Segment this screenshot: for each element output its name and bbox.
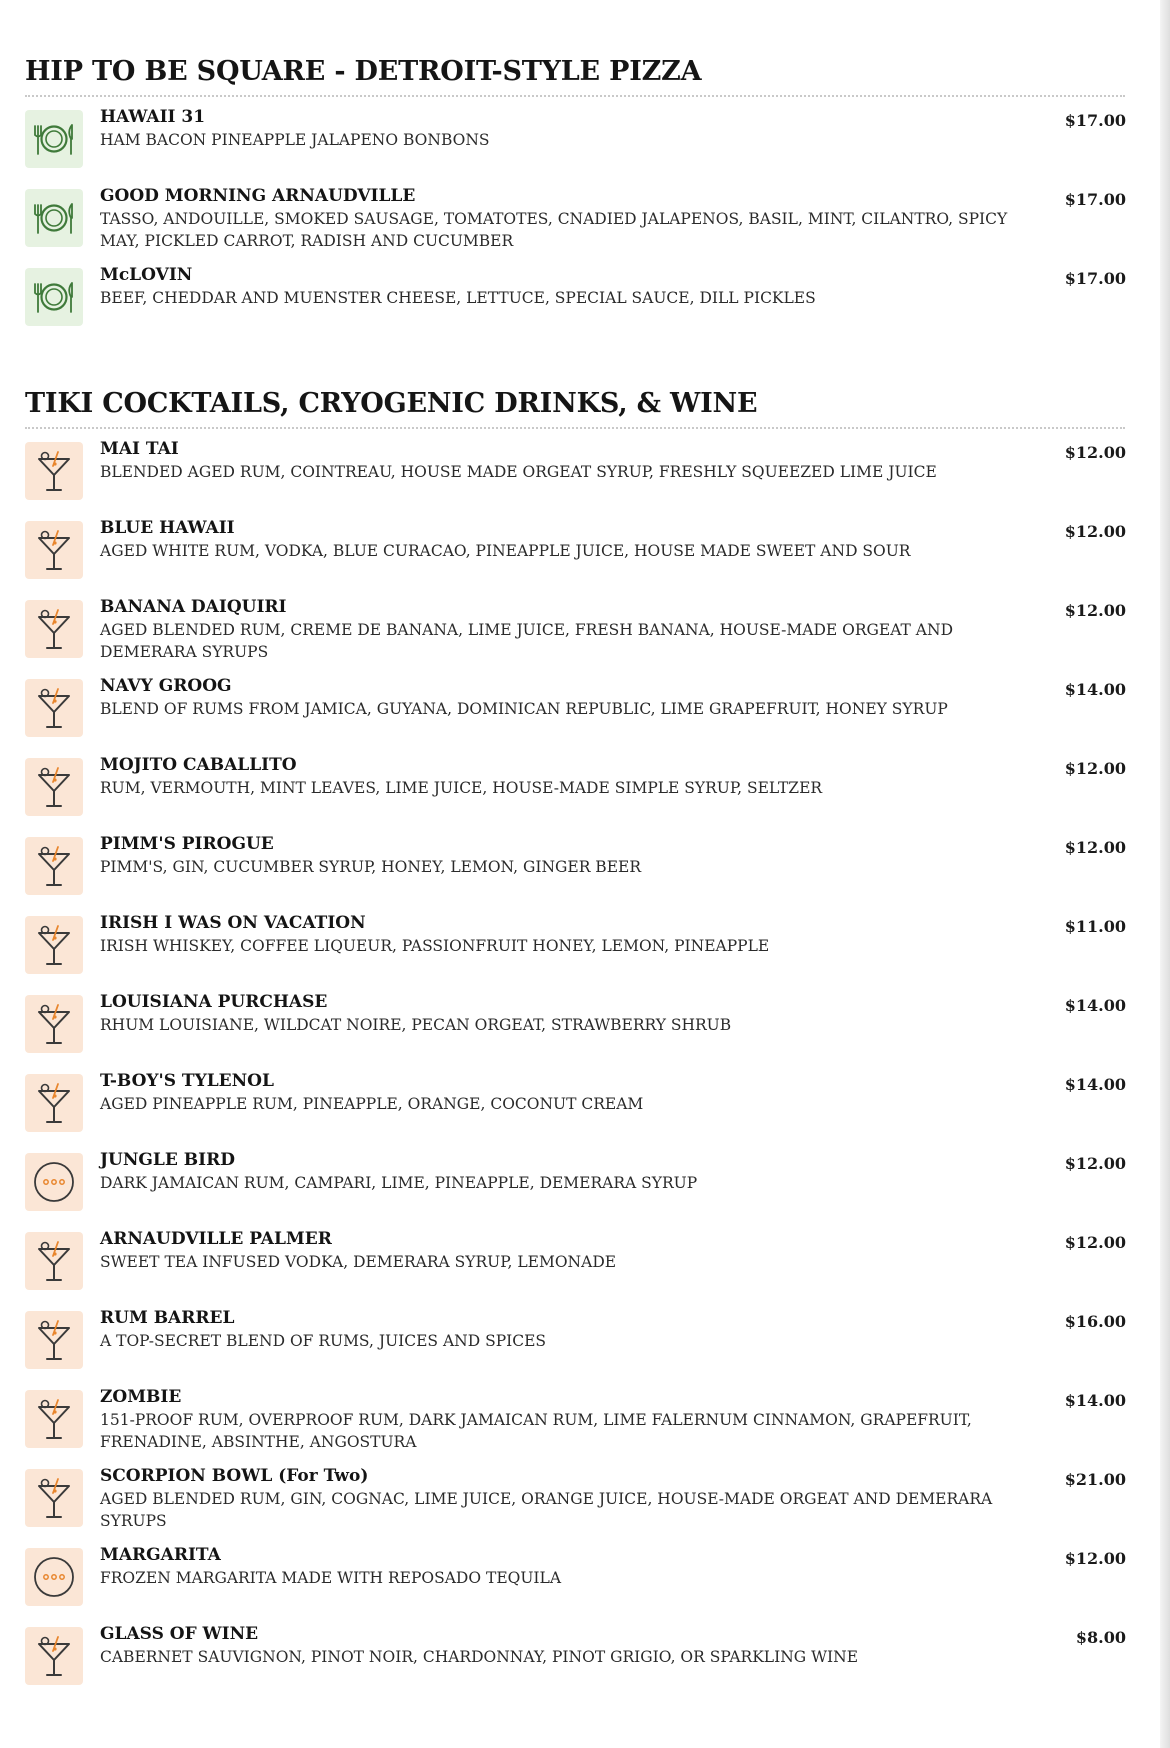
cocktail-glass-icon bbox=[32, 1316, 76, 1364]
menu-item bbox=[25, 1150, 1125, 1229]
item-icon-tile bbox=[25, 1469, 83, 1527]
item-text bbox=[100, 439, 1045, 483]
item-price: $17.00 bbox=[1064, 190, 1126, 209]
item-name: MOJITO CABALLITO bbox=[100, 755, 297, 775]
item-price: $17.00 bbox=[1064, 111, 1126, 130]
item-price: $14.00 bbox=[1064, 680, 1126, 699]
item-icon-tile bbox=[25, 995, 83, 1053]
item-description: BEEF, CHEDDAR AND MUENSTER CHEESE, LETTUCE, SPECIAL SAUCE, DILL PICKLES bbox=[100, 289, 816, 307]
menu-item bbox=[25, 1387, 1125, 1466]
menu-item bbox=[25, 1624, 1125, 1703]
cocktail-glass-icon bbox=[32, 842, 76, 890]
ellipsis-circle-icon bbox=[30, 1553, 78, 1601]
cocktail-glass-icon bbox=[32, 1474, 76, 1522]
item-price: $21.00 bbox=[1064, 1470, 1126, 1489]
item-description: AGED PINEAPPLE RUM, PINEAPPLE, ORANGE, COCONUT CREAM bbox=[100, 1095, 644, 1113]
item-price: $17.00 bbox=[1064, 269, 1126, 288]
item-text bbox=[100, 992, 1045, 1036]
menu-section bbox=[25, 384, 1125, 1703]
menu-item bbox=[25, 676, 1125, 755]
item-description: CABERNET SAUVIGNON, PINOT NOIR, CHARDONNAY, PINOT GRIGIO, OR SPARKLING WINE bbox=[100, 1648, 859, 1666]
item-name: ZOMBIE bbox=[100, 1387, 182, 1407]
item-price: $14.00 bbox=[1064, 1075, 1126, 1094]
item-name: RUM BARREL bbox=[100, 1308, 235, 1328]
item-text bbox=[100, 265, 1045, 309]
item-price: $12.00 bbox=[1064, 443, 1126, 462]
item-text bbox=[100, 597, 1045, 663]
menu-item bbox=[25, 518, 1125, 597]
item-price: $12.00 bbox=[1064, 1233, 1126, 1252]
plate-cutlery-icon bbox=[30, 198, 78, 238]
page-edge bbox=[1160, 0, 1170, 1748]
item-icon-tile bbox=[25, 442, 83, 500]
item-description: BLENDED AGED RUM, COINTREAU, HOUSE MADE ORGEAT SYRUP, FRESHLY SQUEEZED LIME JUICE bbox=[100, 463, 937, 481]
item-description: PIMM'S, GIN, CUCUMBER SYRUP, HONEY, LEMON, GINGER BEER bbox=[100, 858, 642, 876]
item-icon-tile bbox=[25, 1548, 83, 1606]
item-text bbox=[100, 1466, 1045, 1532]
item-description: TASSO, ANDOUILLE, SMOKED SAUSAGE, TOMATOTES, CNADIED JALAPENOS, BASIL, MINT, CILANTRO, SPICY MAY, PICKLED CARROT, RADISH AND CUCUMBER bbox=[100, 210, 1008, 250]
menu-item bbox=[25, 1229, 1125, 1308]
item-text bbox=[100, 1545, 1045, 1589]
item-text bbox=[100, 1387, 1045, 1453]
item-name: McLOVIN bbox=[100, 265, 193, 285]
section-title: TIKI COCKTAILS, CRYOGENIC DRINKS, & WINE bbox=[25, 388, 758, 419]
item-text bbox=[100, 676, 1045, 720]
menu-item bbox=[25, 186, 1125, 265]
item-description: IRISH WHISKEY, COFFEE LIQUEUR, PASSIONFRUIT HONEY, LEMON, PINEAPPLE bbox=[100, 937, 770, 955]
cocktail-glass-icon bbox=[32, 1395, 76, 1443]
plate-cutlery-icon bbox=[30, 277, 78, 317]
cocktail-glass-icon bbox=[32, 1632, 76, 1680]
cocktail-glass-icon bbox=[32, 1000, 76, 1048]
item-name: GOOD MORNING ARNAUDVILLE bbox=[100, 186, 416, 206]
item-description: AGED WHITE RUM, VODKA, BLUE CURACAO, PINEAPPLE JUICE, HOUSE MADE SWEET AND SOUR bbox=[100, 542, 911, 560]
menu-item bbox=[25, 597, 1125, 676]
item-icon-tile bbox=[25, 521, 83, 579]
item-name: MARGARITA bbox=[100, 1545, 221, 1565]
item-name: JUNGLE BIRD bbox=[100, 1150, 235, 1170]
item-text bbox=[100, 913, 1045, 957]
item-price: $12.00 bbox=[1064, 601, 1126, 620]
menu-item bbox=[25, 834, 1125, 913]
cocktail-glass-icon bbox=[32, 605, 76, 653]
item-price: $12.00 bbox=[1064, 522, 1126, 541]
item-name: BANANA DAIQUIRI bbox=[100, 597, 287, 617]
item-icon-tile bbox=[25, 1232, 83, 1290]
menu-item bbox=[25, 992, 1125, 1071]
item-name: T-BOY'S TYLENOL bbox=[100, 1071, 274, 1091]
item-text bbox=[100, 1071, 1045, 1115]
section-title: HIP TO BE SQUARE - DETROIT-STYLE PIZZA bbox=[25, 56, 702, 87]
item-icon-tile bbox=[25, 679, 83, 737]
item-description: AGED BLENDED RUM, GIN, COGNAC, LIME JUICE, ORANGE JUICE, HOUSE-MADE ORGEAT AND DEMERARA SYRUPS bbox=[100, 1490, 993, 1530]
cocktail-glass-icon bbox=[32, 447, 76, 495]
menu-item bbox=[25, 1308, 1125, 1387]
item-text bbox=[100, 1624, 1045, 1668]
item-text bbox=[100, 186, 1045, 252]
ellipsis-circle-icon bbox=[30, 1158, 78, 1206]
item-name: ARNAUDVILLE PALMER bbox=[100, 1229, 332, 1249]
item-text bbox=[100, 1229, 1045, 1273]
item-icon-tile bbox=[25, 1153, 83, 1211]
item-description: DARK JAMAICAN RUM, CAMPARI, LIME, PINEAPPLE, DEMERARA SYRUP bbox=[100, 1174, 698, 1192]
section-divider bbox=[25, 95, 1125, 97]
item-description: RHUM LOUISIANE, WILDCAT NOIRE, PECAN ORGEAT, STRAWBERRY SHRUB bbox=[100, 1016, 732, 1034]
item-icon-tile bbox=[25, 189, 83, 247]
item-price: $8.00 bbox=[1075, 1628, 1126, 1647]
item-price: $16.00 bbox=[1064, 1312, 1126, 1331]
item-description: RUM, VERMOUTH, MINT LEAVES, LIME JUICE, HOUSE-MADE SIMPLE SYRUP, SELTZER bbox=[100, 779, 823, 797]
item-name: IRISH I WAS ON VACATION bbox=[100, 913, 366, 933]
item-icon-tile bbox=[25, 110, 83, 168]
item-name: LOUISIANA PURCHASE bbox=[100, 992, 328, 1012]
item-icon-tile bbox=[25, 1627, 83, 1685]
plate-cutlery-icon bbox=[30, 119, 78, 159]
menu-item bbox=[25, 439, 1125, 518]
item-description: FROZEN MARGARITA MADE WITH REPOSADO TEQUILA bbox=[100, 1569, 562, 1587]
item-text bbox=[100, 1308, 1045, 1352]
item-price: $11.00 bbox=[1064, 917, 1126, 936]
cocktail-glass-icon bbox=[32, 1079, 76, 1127]
item-name: PIMM'S PIROGUE bbox=[100, 834, 274, 854]
item-icon-tile bbox=[25, 1311, 83, 1369]
item-description: BLEND OF RUMS FROM JAMICA, GUYANA, DOMINICAN REPUBLIC, LIME GRAPEFRUIT, HONEY SYRUP bbox=[100, 700, 948, 718]
item-icon-tile bbox=[25, 1390, 83, 1448]
item-description: SWEET TEA INFUSED VODKA, DEMERARA SYRUP, LEMONADE bbox=[100, 1253, 617, 1271]
item-price: $14.00 bbox=[1064, 996, 1126, 1015]
item-price: $12.00 bbox=[1064, 759, 1126, 778]
item-name: NAVY GROOG bbox=[100, 676, 232, 696]
cocktail-glass-icon bbox=[32, 1237, 76, 1285]
item-name: BLUE HAWAII bbox=[100, 518, 235, 538]
cocktail-glass-icon bbox=[32, 763, 76, 811]
item-name: HAWAII 31 bbox=[100, 107, 206, 127]
item-description: 151-PROOF RUM, OVERPROOF RUM, DARK JAMAICAN RUM, LIME FALERNUM CINNAMON, GRAPEFRUIT, FRENADINE, ABSINTHE, ANGOSTURA bbox=[100, 1411, 972, 1451]
item-text bbox=[100, 107, 1045, 151]
item-icon-tile bbox=[25, 1074, 83, 1132]
item-description: AGED BLENDED RUM, CREME DE BANANA, LIME JUICE, FRESH BANANA, HOUSE-MADE ORGEAT AND DEMERARA SYRUPS bbox=[100, 621, 953, 661]
item-text bbox=[100, 518, 1045, 562]
item-name: MAI TAI bbox=[100, 439, 179, 459]
item-price: $12.00 bbox=[1064, 838, 1126, 857]
cocktail-glass-icon bbox=[32, 921, 76, 969]
item-text bbox=[100, 834, 1045, 878]
menu-item bbox=[25, 755, 1125, 834]
menu-item bbox=[25, 1545, 1125, 1624]
menu-item bbox=[25, 1071, 1125, 1150]
menu-content bbox=[25, 52, 1125, 1743]
item-name: GLASS OF WINE bbox=[100, 1624, 259, 1644]
item-name: SCORPION BOWL (For Two) bbox=[100, 1466, 369, 1486]
cocktail-glass-icon bbox=[32, 526, 76, 574]
item-icon-tile bbox=[25, 837, 83, 895]
item-text bbox=[100, 1150, 1045, 1194]
item-icon-tile bbox=[25, 268, 83, 326]
menu-section bbox=[25, 52, 1125, 344]
item-icon-tile bbox=[25, 758, 83, 816]
section-divider bbox=[25, 427, 1125, 429]
item-description: A TOP-SECRET BLEND OF RUMS, JUICES AND SPICES bbox=[100, 1332, 547, 1350]
item-price: $12.00 bbox=[1064, 1549, 1126, 1568]
item-icon-tile bbox=[25, 600, 83, 658]
item-list bbox=[25, 439, 1125, 1703]
item-description: HAM BACON PINEAPPLE JALAPENO BONBONS bbox=[100, 131, 490, 149]
item-text bbox=[100, 755, 1045, 799]
menu-item bbox=[25, 107, 1125, 186]
menu-item bbox=[25, 913, 1125, 992]
cocktail-glass-icon bbox=[32, 684, 76, 732]
item-icon-tile bbox=[25, 916, 83, 974]
menu-item bbox=[25, 1466, 1125, 1545]
item-list bbox=[25, 107, 1125, 344]
item-price: $12.00 bbox=[1064, 1154, 1126, 1173]
item-price: $14.00 bbox=[1064, 1391, 1126, 1410]
menu-item bbox=[25, 265, 1125, 344]
